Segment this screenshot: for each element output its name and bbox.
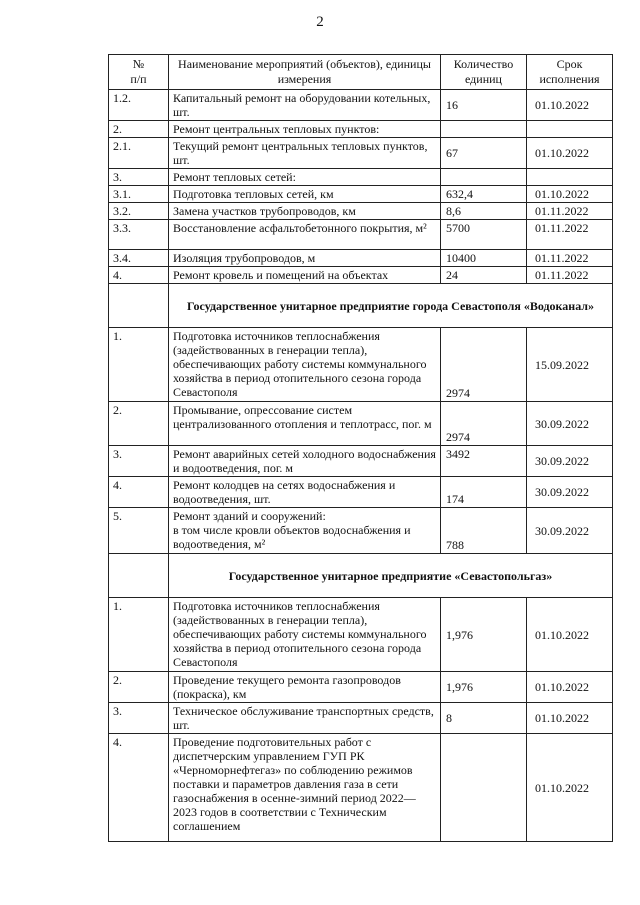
row-qty: 2974 xyxy=(441,402,527,446)
table-row xyxy=(109,672,613,703)
row-qty: 632,4 xyxy=(441,186,527,203)
row-term: 01.10.2022 xyxy=(527,186,613,203)
row-name: Техническое обслуживание транспортных средств, шт. xyxy=(169,703,441,734)
row-term: 01.10.2022 xyxy=(527,734,613,842)
table-row xyxy=(109,328,613,402)
row-term: 30.09.2022 xyxy=(527,508,613,554)
table-row xyxy=(109,203,613,220)
row-qty: 5700 xyxy=(441,220,527,250)
row-name: Промывание, опрессование систем централизованного отопления и теплотрасс, пог. м xyxy=(169,402,441,446)
page-number: 2 xyxy=(316,14,324,30)
row-name: Изоляция трубопроводов, м xyxy=(169,250,441,267)
table-row xyxy=(109,186,613,203)
row-no: 4. xyxy=(109,477,169,508)
section-row xyxy=(109,554,613,598)
row-qty: 174 xyxy=(441,477,527,508)
row-qty xyxy=(441,734,527,842)
row-name: Ремонт зданий и сооружений: в том числе кровли объектов водоснабжения и водоотведения, м² xyxy=(169,508,441,554)
table-row xyxy=(109,598,613,672)
row-term xyxy=(527,169,613,186)
row-term: 30.09.2022 xyxy=(527,402,613,446)
row-term: 30.09.2022 xyxy=(527,446,613,477)
row-qty: 16 xyxy=(441,90,527,121)
row-no: 3.1. xyxy=(109,186,169,203)
row-term: 01.10.2022 xyxy=(527,672,613,703)
table-row xyxy=(109,477,613,508)
row-name: Капитальный ремонт на оборудовании котельных, шт. xyxy=(169,90,441,121)
table-row xyxy=(109,90,613,121)
table-row xyxy=(109,220,613,250)
row-qty: 1,976 xyxy=(441,598,527,672)
row-term: 01.10.2022 xyxy=(527,90,613,121)
row-qty: 8,6 xyxy=(441,203,527,220)
row-no: 2.1. xyxy=(109,138,169,169)
row-no: 3. xyxy=(109,169,169,186)
row-term: 01.10.2022 xyxy=(527,138,613,169)
row-name: Ремонт центральных тепловых пунктов: xyxy=(169,121,441,138)
row-qty: 24 xyxy=(441,267,527,284)
row-no: 3. xyxy=(109,446,169,477)
row-no: 4. xyxy=(109,734,169,842)
row-qty: 1,976 xyxy=(441,672,527,703)
section-title-sevastopolgaz: Государственное унитарное предприятие «Севастопольгаз» xyxy=(169,554,613,598)
row-no: 2. xyxy=(109,402,169,446)
table-header-row xyxy=(109,55,613,90)
table-row xyxy=(109,138,613,169)
row-name: Текущий ремонт центральных тепловых пунктов, шт. xyxy=(169,138,441,169)
row-no: 5. xyxy=(109,508,169,554)
table-row xyxy=(109,402,613,446)
header-name: Наименование мероприятий (объектов), единицы измерения xyxy=(169,55,441,90)
row-name: Замена участков трубопроводов, км xyxy=(169,203,441,220)
row-name: Ремонт колодцев на сетях водоснабжения и водоотведения, шт. xyxy=(169,477,441,508)
header-term: Срок исполнения xyxy=(527,55,613,90)
table-row xyxy=(109,734,613,842)
row-term: 01.11.2022 xyxy=(527,267,613,284)
row-name: Подготовка тепловых сетей, км xyxy=(169,186,441,203)
row-no: 3.4. xyxy=(109,250,169,267)
row-name: Проведение текущего ремонта газопроводов (покраска), км xyxy=(169,672,441,703)
header-qty: Количество единиц xyxy=(441,55,527,90)
row-term: 01.10.2022 xyxy=(527,703,613,734)
section-row xyxy=(109,284,613,328)
row-no: 1.2. xyxy=(109,90,169,121)
row-name: Ремонт тепловых сетей: xyxy=(169,169,441,186)
row-no: 1. xyxy=(109,328,169,402)
row-term: 01.10.2022 xyxy=(527,598,613,672)
section-title-vodokanal: Государственное унитарное предприятие города Севастополя «Водоканал» xyxy=(169,284,613,328)
table-row xyxy=(109,121,613,138)
row-name: Подготовка источников теплоснабжения (задействованных в генерации тепла), обеспечивающих работу системы коммунального хозяйства в период отопительного сезона города Севастополя xyxy=(169,598,441,672)
row-no: 3. xyxy=(109,703,169,734)
table-row xyxy=(109,446,613,477)
measures-table xyxy=(108,54,613,842)
row-name: Ремонт аварийных сетей холодного водоснабжения и водоотведения, пог. м xyxy=(169,446,441,477)
row-name: Проведение подготовительных работ с диспетчерским управлением ГУП РК «Черноморнефтегаз» по соблюдению режимов поставки и параметров давления газа в сети газоснабжения в осенне-зимний период 2022—2023 годов в соответствии с Техническим соглашением xyxy=(169,734,441,842)
table-row xyxy=(109,508,613,554)
table-row xyxy=(109,169,613,186)
row-term: 01.11.2022 xyxy=(527,250,613,267)
row-term: 01.11.2022 xyxy=(527,220,613,250)
table-row xyxy=(109,267,613,284)
row-qty xyxy=(441,169,527,186)
row-term: 01.11.2022 xyxy=(527,203,613,220)
row-no: 2. xyxy=(109,672,169,703)
row-qty xyxy=(441,121,527,138)
row-name: Восстановление асфальтобетонного покрытия, м² xyxy=(169,220,441,250)
row-qty: 10400 xyxy=(441,250,527,267)
row-name: Ремонт кровель и помещений на объектах xyxy=(169,267,441,284)
table-row xyxy=(109,703,613,734)
row-qty: 3492 xyxy=(441,446,527,477)
row-term: 30.09.2022 xyxy=(527,477,613,508)
row-no: 3.3. xyxy=(109,220,169,250)
row-no: 1. xyxy=(109,598,169,672)
row-term xyxy=(527,121,613,138)
table-row xyxy=(109,250,613,267)
row-qty: 2974 xyxy=(441,328,527,402)
row-name: Подготовка источников теплоснабжения (задействованных в генерации тепла), обеспечивающих работу системы коммунального хозяйства в период отопительного сезона города Севастополя xyxy=(169,328,441,402)
row-qty: 788 xyxy=(441,508,527,554)
row-no: 2. xyxy=(109,121,169,138)
row-qty: 8 xyxy=(441,703,527,734)
header-no: № п/п xyxy=(109,55,169,90)
row-term: 15.09.2022 xyxy=(527,328,613,402)
row-no: 4. xyxy=(109,267,169,284)
row-no: 3.2. xyxy=(109,203,169,220)
row-qty: 67 xyxy=(441,138,527,169)
